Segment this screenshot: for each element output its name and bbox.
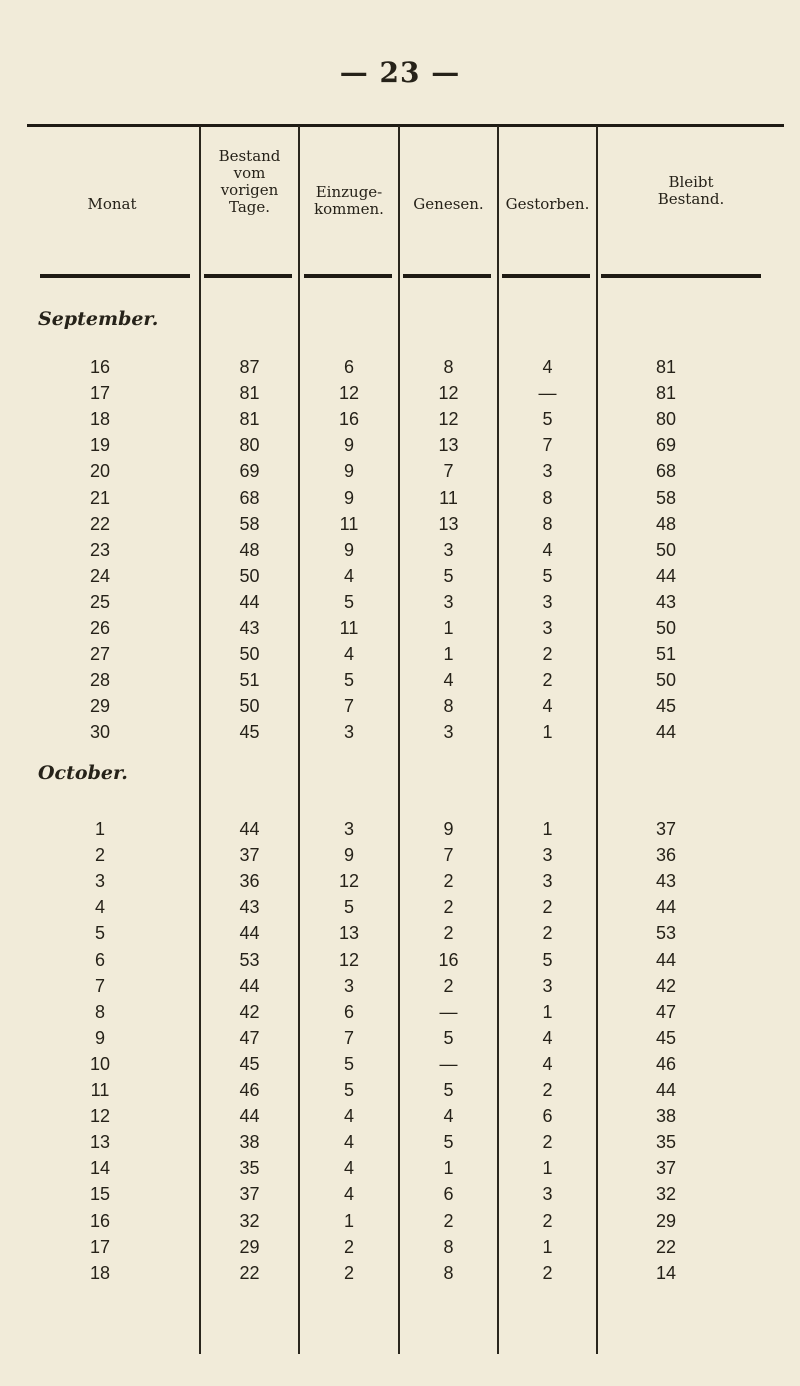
bestand-cell: 53 [239,949,260,970]
table-row [0,537,800,563]
table-row [0,511,800,537]
bestand-cell: 50 [239,565,260,586]
bleibt-cell: 50 [655,539,677,560]
gestorben-cell: 4 [542,696,553,717]
bestand-cell: 68 [239,487,260,508]
genesen-cell: 7 [443,845,454,866]
bestand-cell: 81 [239,409,260,430]
bestand-cell: 69 [239,461,260,482]
genesen-cell: 2 [443,975,454,996]
genesen-cell: 3 [443,722,454,743]
header-rule [204,274,292,278]
gestorben-cell: 1 [542,1001,553,1022]
genesen-cell: 11 [439,487,458,508]
bestand-cell: 81 [239,383,260,404]
gestorben-cell: 3 [542,1184,553,1205]
table-row [0,693,800,719]
day-cell: 17 [89,1236,111,1257]
gestorben-cell: 2 [542,1262,553,1283]
header-rule [403,274,491,278]
bestand-cell: 38 [239,1132,260,1153]
einzugekommen-cell: 2 [343,1236,354,1257]
bestand-cell: 29 [239,1236,260,1257]
gestorben-cell: 2 [542,923,553,944]
day-cell: 16 [89,1210,111,1231]
bleibt-cell: 14 [655,1262,677,1283]
header-rule [304,274,392,278]
genesen-cell: 4 [443,670,454,691]
gestorben-cell: 3 [542,845,553,866]
day-cell: 30 [89,722,111,743]
bleibt-cell: 38 [655,1106,677,1127]
bestand-cell: 44 [239,975,260,996]
month-label: October. [38,762,128,784]
bleibt-cell: 81 [655,383,677,404]
bleibt-cell: 45 [655,696,677,717]
einzugekommen-cell: 4 [343,565,354,586]
page-number: — 23 — [339,56,461,89]
bleibt-cell: 36 [655,845,677,866]
bleibt-cell: 32 [655,1184,677,1205]
day-cell: 17 [89,383,111,404]
header-bleibt-bestand: Bleibt Bestand. [657,173,725,208]
bleibt-cell: 53 [655,923,677,944]
bestand-cell: 50 [239,696,260,717]
gestorben-cell: 2 [542,1210,553,1231]
day-cell: 1 [94,819,105,839]
gestorben-cell: 3 [542,618,553,638]
bestand-cell: 47 [239,1027,260,1048]
genesen-cell: — [439,1001,458,1022]
gestorben-cell: 8 [542,513,553,534]
genesen-cell: 16 [438,949,459,970]
einzugekommen-cell: 4 [343,1184,354,1205]
day-cell: 11 [90,1080,110,1100]
einzugekommen-cell: 9 [343,461,354,482]
einzugekommen-cell: 7 [343,696,354,717]
bleibt-cell: 46 [655,1053,677,1074]
genesen-cell: 5 [443,1080,454,1100]
genesen-cell: 8 [443,1236,454,1257]
einzugekommen-cell: 13 [338,923,360,944]
bleibt-cell: 37 [655,1158,677,1179]
gestorben-cell: 2 [542,644,553,665]
bleibt-cell: 44 [655,897,677,918]
bleibt-cell: 44 [655,722,677,743]
gestorben-cell: 2 [542,1132,553,1153]
einzugekommen-cell: 9 [343,435,354,456]
day-cell: 18 [89,409,111,430]
bleibt-cell: 44 [655,1080,677,1100]
bestand-cell: 45 [239,1053,260,1074]
einzugekommen-cell: 9 [343,487,354,508]
day-cell: 28 [89,670,111,691]
day-cell: 18 [89,1262,111,1283]
header-bestand-vorigen: Bestand vom vorigen Tage. [218,147,281,216]
day-cell: 9 [94,1027,105,1048]
genesen-cell: 5 [443,1027,454,1048]
header-gestorben: Gestorben. [505,195,590,213]
table-row [0,842,800,868]
bestand-cell: 87 [239,357,260,377]
bleibt-cell: 68 [655,461,677,482]
einzugekommen-cell: 11 [339,618,359,638]
table-row [0,868,800,894]
day-cell: 13 [89,1132,111,1153]
genesen-cell: 12 [438,409,459,430]
bestand-cell: 44 [239,1106,260,1127]
day-cell: 24 [89,565,111,586]
bleibt-cell: 44 [655,949,677,970]
einzugekommen-cell: 12 [338,383,360,404]
gestorben-cell: 1 [542,1158,553,1179]
genesen-cell: 1 [443,644,454,665]
bleibt-cell: 51 [655,644,677,665]
day-cell: 20 [89,461,111,482]
table-row [0,485,800,511]
top-rule [27,124,784,127]
bestand-cell: 32 [239,1210,260,1231]
table-row [0,1234,800,1260]
bestand-cell: 35 [239,1158,260,1179]
day-cell: 22 [89,513,111,534]
genesen-cell: 5 [443,1132,454,1153]
table-row [0,1181,800,1207]
day-cell: 16 [89,357,111,377]
einzugekommen-cell: 3 [343,975,354,996]
einzugekommen-cell: 4 [343,644,354,665]
einzugekommen-cell: 4 [343,1132,354,1153]
day-cell: 29 [89,696,111,717]
genesen-cell: 2 [443,897,454,918]
header-einzugekommen: Einzuge- kommen. [314,183,384,218]
table-row [0,1208,800,1234]
einzugekommen-cell: 3 [343,722,354,743]
bestand-cell: 44 [239,819,260,839]
genesen-cell: 5 [443,565,454,586]
table-row [0,816,800,842]
table-row [0,641,800,667]
header-monat: Monat [87,195,137,213]
day-cell: 21 [89,487,111,508]
table-row [0,1051,800,1077]
bestand-cell: 44 [239,923,260,944]
einzugekommen-cell: 5 [343,591,354,612]
gestorben-cell: 7 [542,435,553,456]
gestorben-cell: 1 [542,1236,553,1257]
table-row [0,1025,800,1051]
table-row [0,458,800,484]
bleibt-cell: 81 [655,357,677,377]
bestand-cell: 44 [239,591,260,612]
genesen-cell: 3 [443,591,454,612]
bestand-cell: 51 [239,670,260,691]
table-row [0,894,800,920]
einzugekommen-cell: 5 [343,1053,354,1074]
gestorben-cell: 4 [542,1027,553,1048]
gestorben-cell: 4 [542,1053,553,1074]
table-row [0,1129,800,1155]
gestorben-cell: 3 [542,975,553,996]
genesen-cell: — [439,1053,458,1074]
bleibt-cell: 50 [655,670,677,691]
bestand-cell: 80 [239,435,260,456]
einzugekommen-cell: 5 [343,897,354,918]
table-row [0,1077,800,1103]
day-cell: 6 [94,949,105,970]
gestorben-cell: 3 [542,871,553,892]
bestand-cell: 37 [239,845,260,866]
bestand-cell: 45 [239,722,260,743]
bleibt-cell: 58 [655,487,677,508]
bleibt-cell: 80 [655,409,677,430]
day-cell: 4 [94,897,105,918]
gestorben-cell: 5 [542,949,553,970]
bleibt-cell: 29 [655,1210,677,1231]
einzugekommen-cell: 3 [343,819,354,839]
bestand-cell: 37 [239,1184,260,1205]
table-row [0,719,800,745]
day-cell: 19 [89,435,111,456]
gestorben-cell: 2 [542,670,553,691]
bleibt-cell: 45 [655,1027,677,1048]
einzugekommen-cell: 9 [343,845,354,866]
genesen-cell: 2 [443,923,454,944]
einzugekommen-cell: 9 [343,539,354,560]
table-row [0,354,800,380]
genesen-cell: 13 [438,513,459,534]
table-row [0,1260,800,1286]
gestorben-cell: 2 [542,1080,553,1100]
bestand-cell: 42 [239,1001,260,1022]
day-cell: 7 [94,975,105,996]
einzugekommen-cell: 1 [343,1210,354,1231]
gestorben-cell: 8 [542,487,553,508]
genesen-cell: 7 [443,461,454,482]
day-cell: 12 [89,1106,111,1127]
header-genesen: Genesen. [413,195,484,213]
gestorben-cell: 4 [542,357,553,377]
bestand-cell: 43 [239,618,260,638]
day-cell: 5 [94,923,105,944]
einzugekommen-cell: 2 [343,1262,354,1283]
day-cell: 15 [89,1184,111,1205]
bestand-cell: 50 [239,644,260,665]
day-cell: 3 [94,871,105,892]
day-cell: 10 [89,1053,111,1074]
table-row [0,432,800,458]
genesen-cell: 8 [443,357,454,377]
gestorben-cell: 2 [542,897,553,918]
bleibt-cell: 42 [655,975,677,996]
day-cell: 26 [89,618,111,638]
genesen-cell: 6 [443,1184,454,1205]
table-row [0,667,800,693]
bleibt-cell: 47 [655,1001,677,1022]
month-label: September. [38,308,159,330]
bestand-cell: 58 [239,513,260,534]
einzugekommen-cell: 6 [343,357,354,377]
genesen-cell: 2 [443,871,454,892]
genesen-cell: 2 [443,1210,454,1231]
gestorben-cell: 5 [542,565,553,586]
table-row [0,563,800,589]
bleibt-cell: 69 [655,435,677,456]
table-row [0,380,800,406]
genesen-cell: 12 [438,383,459,404]
table-row [0,973,800,999]
genesen-cell: 9 [443,819,454,839]
genesen-cell: 1 [443,618,454,638]
genesen-cell: 4 [443,1106,454,1127]
gestorben-cell: 3 [542,591,553,612]
gestorben-cell: 5 [542,409,553,430]
bleibt-cell: 43 [655,871,677,892]
bestand-cell: 22 [239,1262,260,1283]
einzugekommen-cell: 6 [343,1001,354,1022]
einzugekommen-cell: 5 [343,670,354,691]
bleibt-cell: 35 [655,1132,677,1153]
day-cell: 14 [89,1158,111,1179]
gestorben-cell: — [538,383,557,404]
genesen-cell: 8 [443,1262,454,1283]
day-cell: 23 [89,539,111,560]
table-row [0,615,800,641]
day-cell: 8 [94,1001,105,1022]
bleibt-cell: 48 [655,513,677,534]
bleibt-cell: 22 [655,1236,677,1257]
day-cell: 25 [89,591,111,612]
day-cell: 2 [94,845,105,866]
bleibt-cell: 37 [655,819,677,839]
einzugekommen-cell: 12 [338,871,360,892]
table-row [0,406,800,432]
table-row [0,1155,800,1181]
bleibt-cell: 44 [655,565,677,586]
table-row [0,589,800,615]
einzugekommen-cell: 4 [343,1158,354,1179]
gestorben-cell: 1 [542,819,553,839]
bleibt-cell: 50 [655,618,677,638]
header-rule [502,274,590,278]
bestand-cell: 43 [239,897,260,918]
bleibt-cell: 43 [655,591,677,612]
table-row [0,1103,800,1129]
gestorben-cell: 4 [542,539,553,560]
einzugekommen-cell: 16 [338,409,360,430]
einzugekommen-cell: 11 [339,513,359,534]
table-row [0,999,800,1025]
einzugekommen-cell: 12 [338,949,360,970]
einzugekommen-cell: 4 [343,1106,354,1127]
gestorben-cell: 1 [542,722,553,743]
table-row [0,947,800,973]
header-rule [40,274,190,278]
einzugekommen-cell: 5 [343,1080,354,1100]
einzugekommen-cell: 7 [343,1027,354,1048]
day-cell: 27 [89,644,111,665]
bestand-cell: 46 [239,1080,260,1100]
genesen-cell: 8 [443,696,454,717]
gestorben-cell: 3 [542,461,553,482]
genesen-cell: 13 [438,435,459,456]
gestorben-cell: 6 [542,1106,553,1127]
bestand-cell: 36 [239,871,260,892]
bestand-cell: 48 [239,539,260,560]
genesen-cell: 3 [443,539,454,560]
table-row [0,920,800,946]
genesen-cell: 1 [443,1158,454,1179]
header-rule [601,274,761,278]
